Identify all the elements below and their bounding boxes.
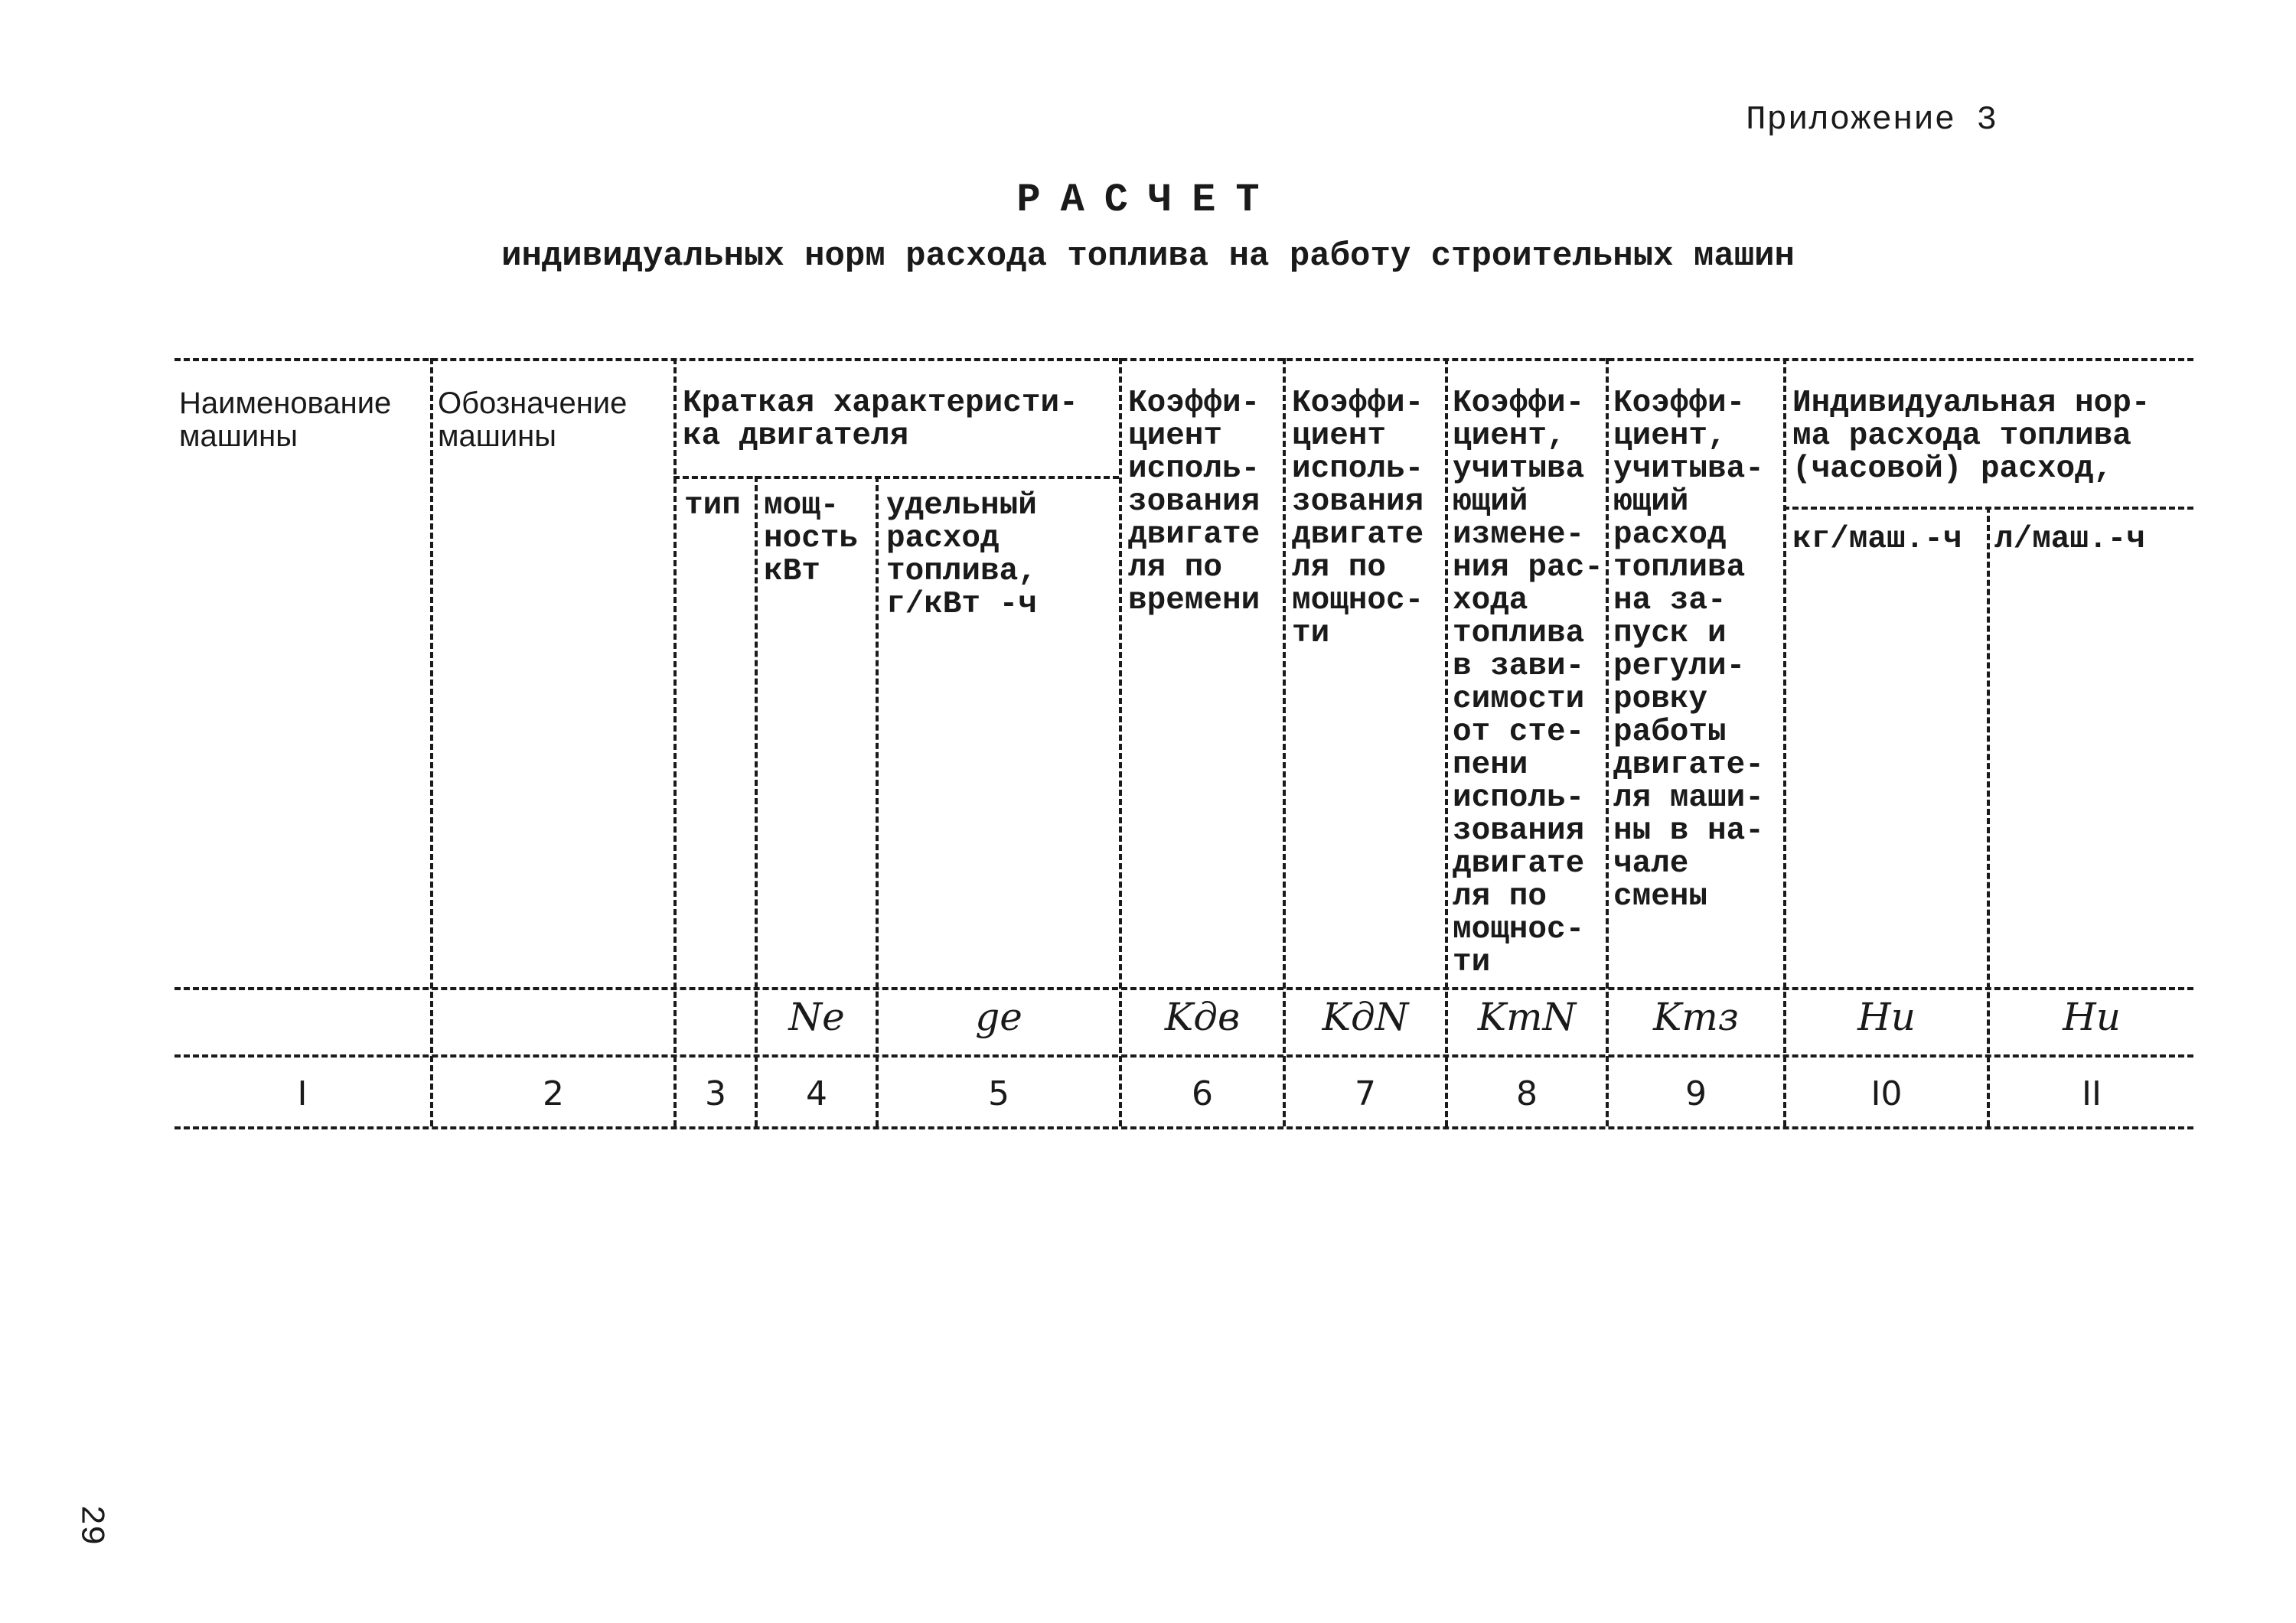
- column-number: 6: [1192, 1074, 1213, 1113]
- column-number: I0: [1870, 1074, 1903, 1113]
- header-norm-kg: кг/маш.-ч: [1792, 522, 1962, 557]
- page-number: 29: [71, 1504, 110, 1546]
- symbol-ne: Ne: [788, 995, 845, 1039]
- header-engine-power: мощ- ность кВт: [764, 488, 859, 589]
- column-number: 9: [1685, 1074, 1707, 1113]
- header-power-utilization-coef: Коэффи- циент исполь- зования двигате ля по мощнос- ти: [1292, 386, 1424, 651]
- symbol-hi-kg: Hи: [1857, 995, 1916, 1039]
- symbol-ktn: KтN: [1477, 995, 1577, 1039]
- table-bottom-rule: [174, 1126, 2193, 1129]
- appendix-label: Приложение 3: [1746, 101, 1998, 139]
- document-title: РАСЧЕТ: [1016, 178, 1280, 223]
- header-specific-consumption: удельный расход топлива, г/кВт -ч: [886, 488, 1037, 622]
- column-divider: [430, 358, 433, 1126]
- symbol-kdv: Kдв: [1164, 995, 1241, 1039]
- header-bottom-rule: [174, 987, 2193, 990]
- symbol-ge: ge: [975, 995, 1022, 1039]
- column-number: 7: [1355, 1074, 1376, 1113]
- header-engine-type: тип: [684, 488, 741, 523]
- header-engine-group: Краткая характеристи- ка двигателя: [683, 386, 1078, 454]
- header-norm-liter: л/маш.-ч: [1994, 522, 2145, 557]
- column-number: 4: [806, 1074, 827, 1113]
- symbol-hi-liter: Hи: [2063, 995, 2121, 1039]
- symbol-ktz: Kтз: [1652, 995, 1740, 1039]
- column-number: 3: [705, 1074, 726, 1113]
- column-number: 8: [1516, 1074, 1538, 1113]
- column-number: II: [2082, 1074, 2102, 1113]
- header-time-utilization-coef: Коэффи- циент исполь- зования двигате ля по времени: [1128, 386, 1261, 618]
- header-norm-group: Индивидуальная нор- ма расхода топлива (часовой) расход,: [1792, 386, 2151, 487]
- symbol-row-rule: [174, 1054, 2193, 1058]
- header-consumption-change-coef: Коэффи- циент, учитыва ющий измене- ния рас- хода топлива в зави- симости от сте- пени исполь- зования двигате ля по мощнос- ти: [1453, 386, 1603, 980]
- document-subtitle: индивидуальных норм расхода топлива на работу строительных машин: [501, 237, 1795, 275]
- column-number: 2: [543, 1074, 564, 1113]
- header-machine-designation: Обозначение машины: [438, 386, 628, 453]
- symbol-kdn: KдN: [1322, 995, 1409, 1039]
- column-number: I: [297, 1074, 308, 1113]
- table-top-rule: [174, 358, 2193, 361]
- header-startup-coef: Коэффи- циент, учитыва- ющий расход топлива на за- пуск и регули- ровку работы двигате- ля маши- ны в на- чале смены: [1613, 386, 1764, 914]
- engine-group-rule: [673, 476, 1119, 479]
- column-number: 5: [988, 1074, 1009, 1113]
- column-divider: [673, 358, 677, 1126]
- header-machine-name: Наименование машины: [179, 386, 392, 453]
